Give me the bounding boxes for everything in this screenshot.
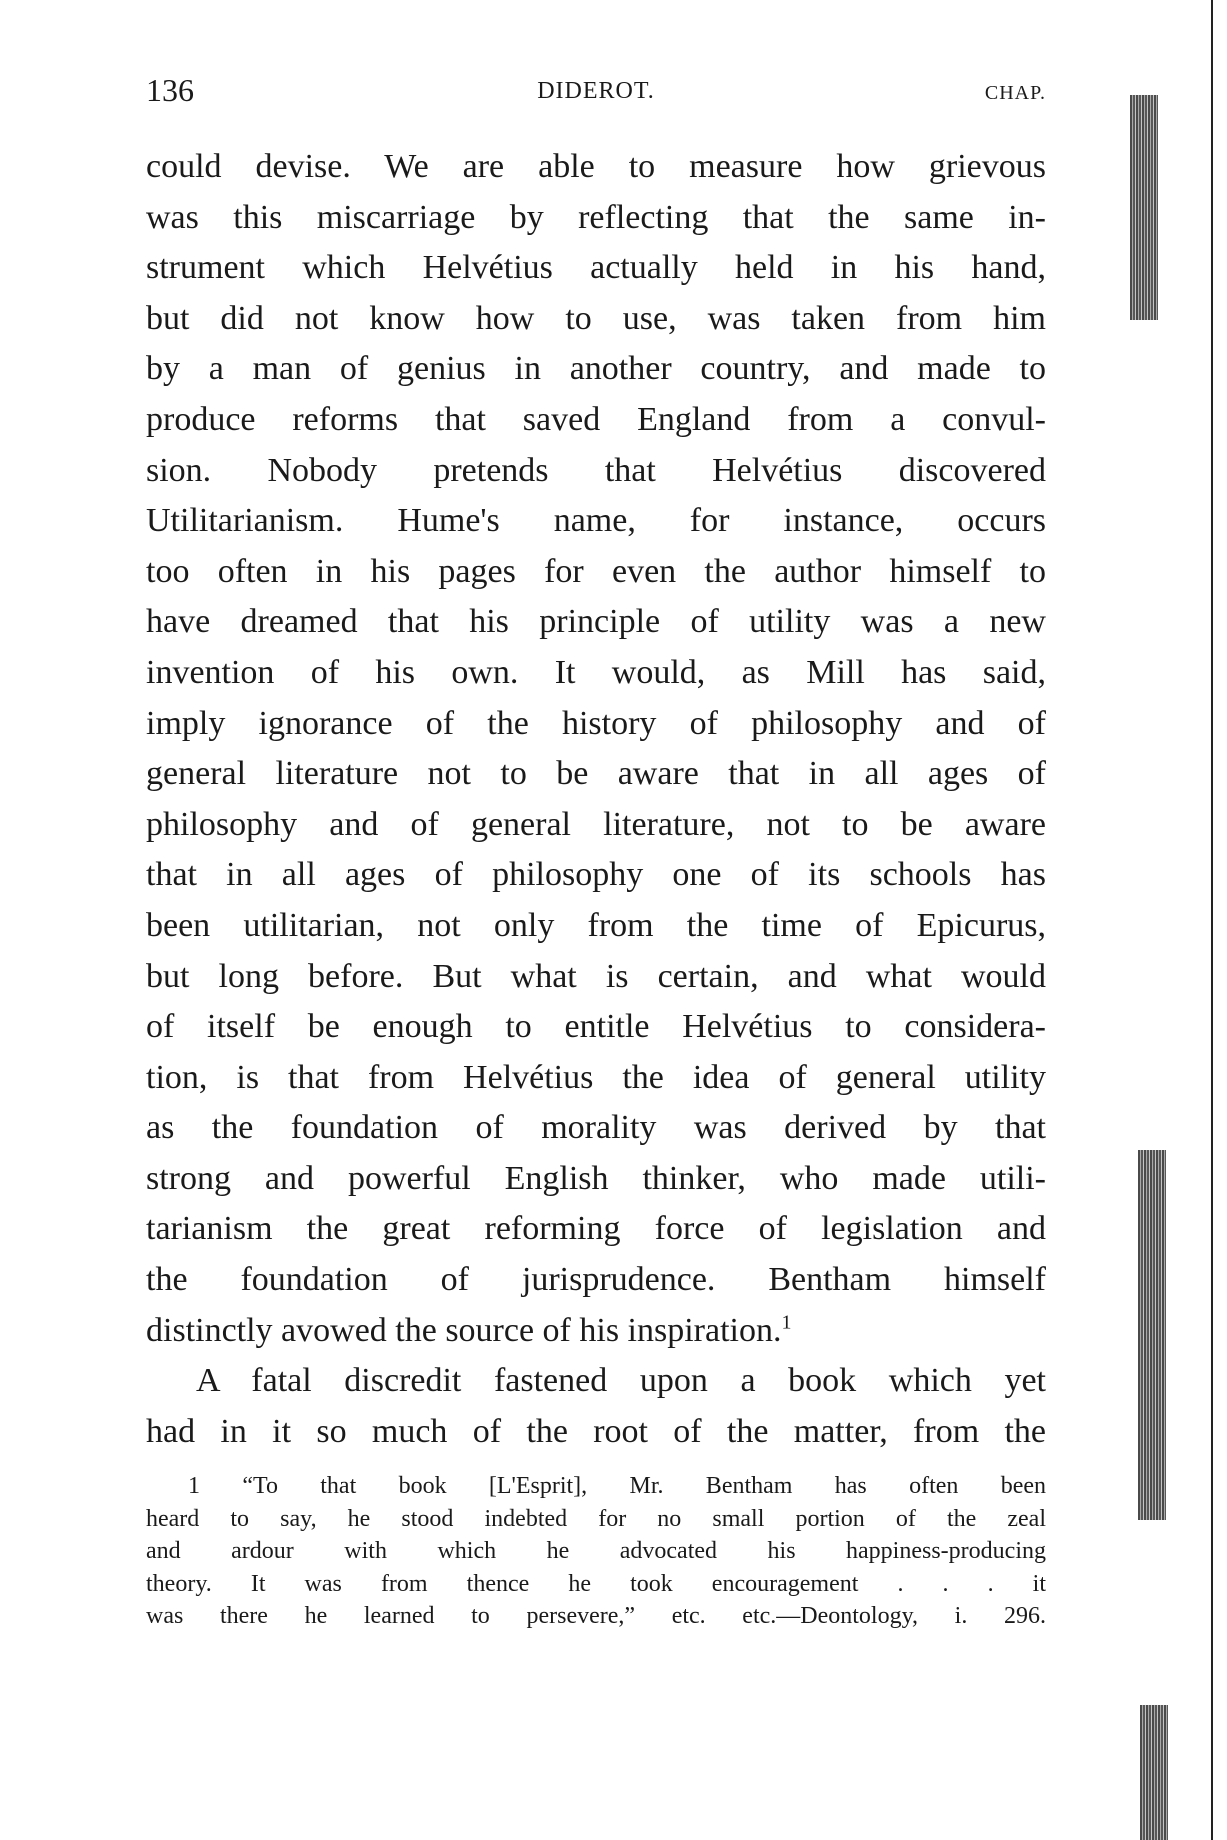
text-line: produce reforms that saved England from a convul- (146, 400, 1046, 438)
text-line: could devise. We are able to measure how grievous (146, 148, 1046, 185)
page-number: 136 (146, 72, 194, 108)
scan-gutter-shadow (1138, 1150, 1166, 1520)
text-line: too often in his pages for even the author himself to (146, 552, 1046, 590)
text-line: tarianism the great reforming force of legislation and (146, 1210, 1046, 1248)
text-line: but did not know how to use, was taken from him (146, 299, 1046, 337)
text-line: philosophy and of general literature, not to be aware (146, 805, 1046, 843)
footnote-line: heard to say, he stood indebted for no small portion of the zeal (146, 1505, 1046, 1532)
text-line: imply ignorance of the history of philosophy and of (146, 704, 1046, 742)
footnote (146, 1470, 1046, 1633)
text-line: by a man of genius in another country, and made to (146, 350, 1046, 388)
footnote-marker: 1 (781, 1311, 792, 1334)
text-line-last (146, 1306, 1046, 1357)
running-header (146, 72, 1046, 112)
footnote-line: was there he learned to persevere,” etc. etc.—Deontology, i. 296. (146, 1603, 1046, 1630)
text-line: as the foundation of morality was derived by that (146, 1109, 1046, 1147)
text-line: strong and powerful English thinker, who made utili- (146, 1159, 1046, 1197)
chapter-label: CHAP. (984, 82, 1046, 104)
scan-gutter-shadow (1130, 95, 1158, 320)
text-line: general literature not to be aware that in all ages of (146, 755, 1046, 793)
text-line: invention of his own. It would, as Mill has said, (146, 653, 1046, 691)
text-line: but long before. But what is certain, and what would (146, 957, 1046, 995)
paragraph-line: had in it so much of the root of the matter, from the (146, 1412, 1046, 1450)
text-line: strument which Helvétius actually held in his hand, (146, 249, 1046, 287)
running-title: DIDEROT. (537, 78, 655, 104)
footnote-line: theory. It was from thence he took encouragement . . . it (146, 1570, 1046, 1597)
footnote-line: 1 “To that book [L'Esprit], Mr. Bentham has often been (188, 1473, 1046, 1499)
text-line: of itself be enough to entitle Helvétius to considera- (146, 1008, 1046, 1046)
scan-gutter-shadow (1140, 1705, 1168, 1840)
paragraph-line: A fatal discredit fastened upon a book which yet (196, 1362, 1046, 1400)
text-line: been utilitarian, not only from the time of Epicurus, (146, 906, 1046, 944)
text-line: Utilitarianism. Hume's name, for instance, occurs (146, 502, 1046, 540)
main-text (146, 142, 1046, 1457)
text-line: distinctly avowed the source of his inspiration. (146, 1311, 782, 1349)
text-line: the foundation of jurisprudence. Bentham himself (146, 1261, 1046, 1299)
text-line: tion, is that from Helvétius the idea of general utility (146, 1058, 1046, 1096)
footnote-line: and ardour with which he advocated his happiness-producing (146, 1538, 1046, 1565)
text-line: was this miscarriage by reflecting that the same in- (146, 198, 1046, 236)
text-line: have dreamed that his principle of utility was a new (146, 603, 1046, 641)
page-edge-line (1211, 0, 1213, 1840)
text-line: sion. Nobody pretends that Helvétius discovered (146, 451, 1046, 489)
text-line: that in all ages of philosophy one of its schools has (146, 856, 1046, 894)
